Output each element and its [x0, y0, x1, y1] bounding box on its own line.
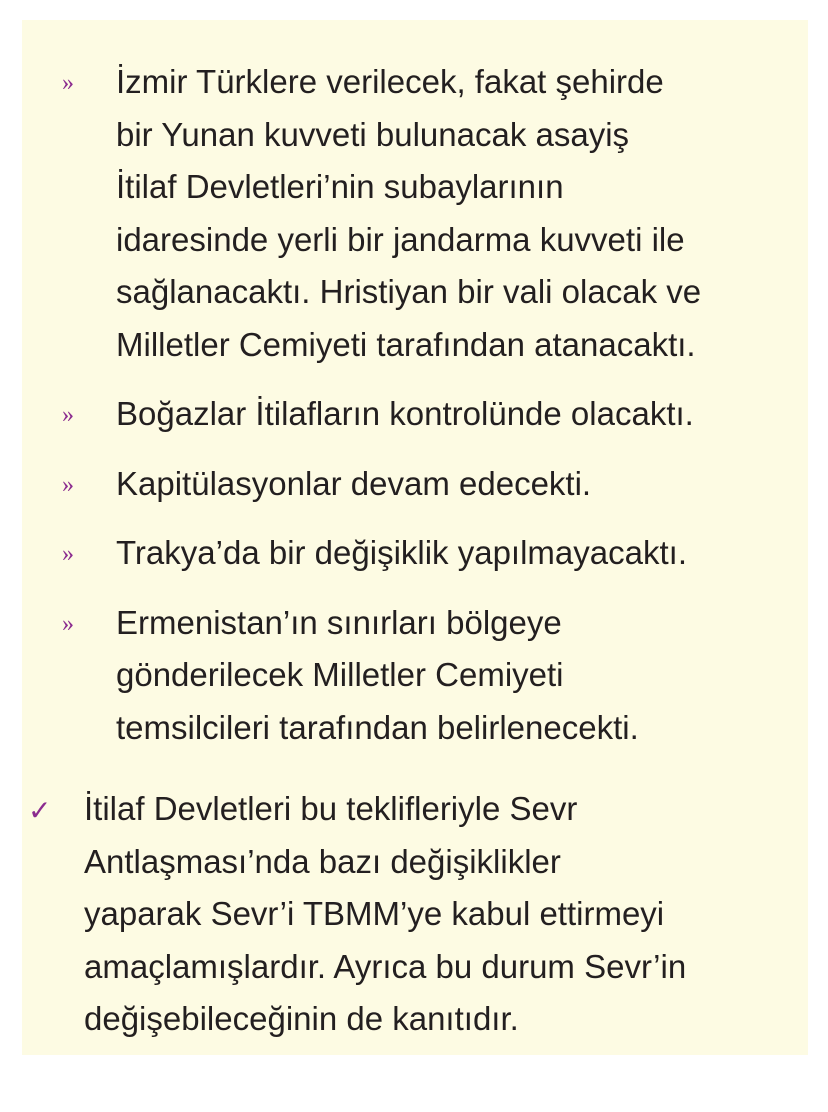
bullet-item-kapitulasyonlar — [22, 458, 808, 511]
bullet-text — [116, 597, 808, 755]
bullet-item-bogazlar — [22, 388, 808, 441]
text-line: İtilaf Devletleri’nin subaylarının — [116, 168, 564, 205]
text-line: İtilaf Devletleri bu teklifleriyle Sevr — [84, 790, 578, 827]
double-chevron-icon: » — [62, 402, 74, 428]
bullet-text — [116, 56, 808, 371]
double-chevron-icon: » — [62, 610, 74, 637]
text-line: yaparak Sevr’i TBMM’ye kabul ettirmeyi — [84, 895, 665, 932]
content-panel — [22, 20, 808, 1055]
text-line: idaresinde yerli bir jandarma kuvveti ile — [116, 220, 685, 258]
text-line: amaçlamışlardır. Ayrıca bu durum Sevr’in — [84, 947, 687, 985]
text-line: Ermenistan’ın sınırları bölgeye — [116, 603, 562, 641]
bullet-item-izmir — [22, 56, 808, 371]
text-line: Boğazlar İtilafların kontrolünde olacaktı. — [116, 395, 694, 432]
text-line: değişebileceğinin de kanıtıdır. — [84, 1000, 519, 1037]
bullet-item-ermenistan — [22, 597, 808, 755]
text-line: bir Yunan kuvveti bulunacak asayiş — [116, 115, 630, 153]
text-line: sağlanacaktı. Hristiyan bir vali olacak ve — [116, 273, 702, 310]
double-chevron-icon: » — [62, 70, 74, 96]
bullet-text — [116, 388, 808, 441]
bullet-text — [116, 458, 808, 511]
text-line: İzmir Türklere verilecek, fakat şehirde — [116, 63, 664, 100]
text-line: Antlaşması’nda bazı değişiklikler — [84, 842, 561, 880]
text-line: temsilcileri tarafından belirlenecekti. — [116, 708, 639, 746]
text-line: gönderilecek Milletler Cemiyeti — [116, 656, 564, 693]
bullet-item-trakya — [22, 527, 808, 580]
text-line: Milletler Cemiyeti tarafından atanacaktı. — [116, 325, 696, 363]
checkmark-icon: ✓ — [28, 794, 52, 827]
text-line: Kapitülasyonlar devam edecekti. — [116, 464, 592, 502]
bullet-text — [116, 527, 808, 580]
double-chevron-icon: » — [62, 541, 74, 567]
double-chevron-icon: » — [62, 471, 74, 498]
check-note — [22, 783, 808, 1046]
bullet-list — [22, 56, 808, 771]
text-line: Trakya’da bir değişiklik yapılmayacaktı. — [116, 534, 687, 571]
